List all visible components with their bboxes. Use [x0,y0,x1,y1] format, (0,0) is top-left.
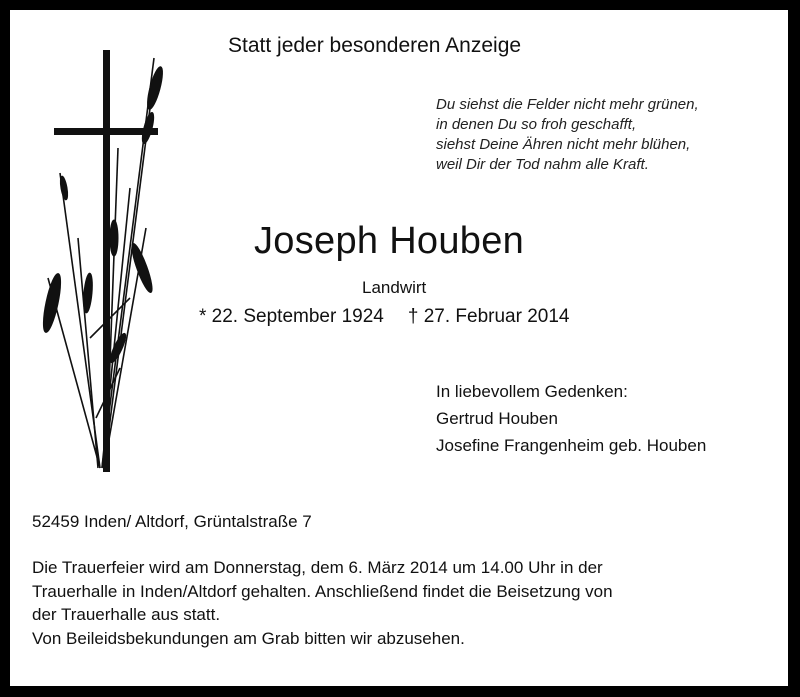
funeral-line: Von Beileidsbekundungen am Grab bitten wir abzusehen. [32,628,465,648]
poem-line: Du siehst die Felder nicht mehr grünen, [436,96,699,113]
family-address: 52459 Inden/ Altdorf, Grüntalstraße 7 [32,512,312,531]
mourners-intro: In liebevollem Gedenken: [436,382,628,401]
birth-date: * 22. September 1924 [199,306,384,327]
death-date: † 27. Februar 2014 [407,306,570,327]
funeral-information [32,556,613,650]
deceased-name: Joseph Houben [254,220,525,262]
cross-with-wheat-icon [30,38,170,478]
funeral-line: der Trauerhalle aus statt. [32,605,221,624]
funeral-line: Trauerhalle in Inden/Altdorf gehalten. Anschließend findet die Beisetzung von [32,581,613,601]
poem-line: siehst Deine Ähren nicht mehr blühen, [436,136,691,153]
memorial-poem [436,95,699,175]
notice-heading: Statt jeder besonderen Anzeige [228,34,522,57]
poem-line: in denen Du so froh geschafft, [436,116,637,133]
mourner-name: Gertrud Houben [436,409,558,428]
life-dates [199,306,569,328]
mourner-name: Josefine Frangenheim geb. Houben [436,436,707,455]
funeral-line: Die Trauerfeier wird am Donnerstag, dem 6. März 2014 um 14.00 Uhr in der [32,558,603,577]
poem-line: weil Dir der Tod nahm alle Kraft. [436,156,649,173]
obituary-notice [10,10,788,686]
mourners-block [436,378,706,459]
deceased-profession: Landwirt [362,278,427,297]
